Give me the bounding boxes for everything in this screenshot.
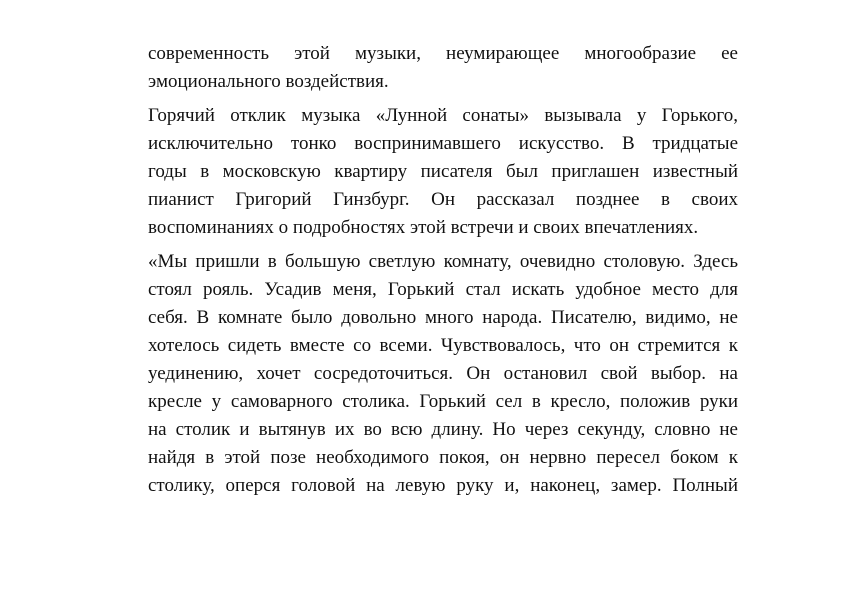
text-line: кресле у самоварного столика. Горький сел в кресло, положив руки xyxy=(148,391,738,412)
paragraph-3 xyxy=(148,248,738,500)
text-line: столику, оперся головой на левую руку и, наконец, замер. Полный xyxy=(148,475,738,496)
text-line: современность этой музыки, неумирающее многообразие ее xyxy=(148,43,738,64)
text-line: на столик и вытянув их во всю длину. Но через секунду, словно не xyxy=(148,419,738,440)
text-line: «Мы пришли в большую светлую комнату, очевидно столовую. Здесь xyxy=(148,251,738,272)
text-line: стоял рояль. Усадив меня, Горький стал искать удобное место для xyxy=(148,279,738,300)
text-line: найдя в этой позе необходимого покоя, он нервно пересел боком к xyxy=(148,447,738,468)
text-line: Горячий отклик музыка «Лунной сонаты» вызывала у Горького, xyxy=(148,105,738,126)
text-line: воспоминаниях о подробностях этой встречи и своих впечатлениях. xyxy=(148,217,699,238)
paragraph-2 xyxy=(148,102,738,242)
text-line: эмоционального воздействия. xyxy=(148,71,389,92)
text-line: пианист Григорий Гинзбург. Он рассказал позднее в своих xyxy=(148,189,738,210)
paragraph-1 xyxy=(148,40,738,96)
text-line: хотелось сидеть вместе со всеми. Чувствовалось, что он стремится к xyxy=(148,335,738,356)
text-line: уединению, хочет сосредоточиться. Он остановил свой выбор. на xyxy=(148,363,738,384)
text-line: себя. В комнате было довольно много народа. Писателю, видимо, не xyxy=(148,307,738,328)
document-page xyxy=(148,40,738,500)
text-line: исключительно тонко воспринимавшего искусство. В тридцатые xyxy=(148,133,738,154)
text-line: годы в московскую квартиру писателя был приглашен известный xyxy=(148,161,738,182)
